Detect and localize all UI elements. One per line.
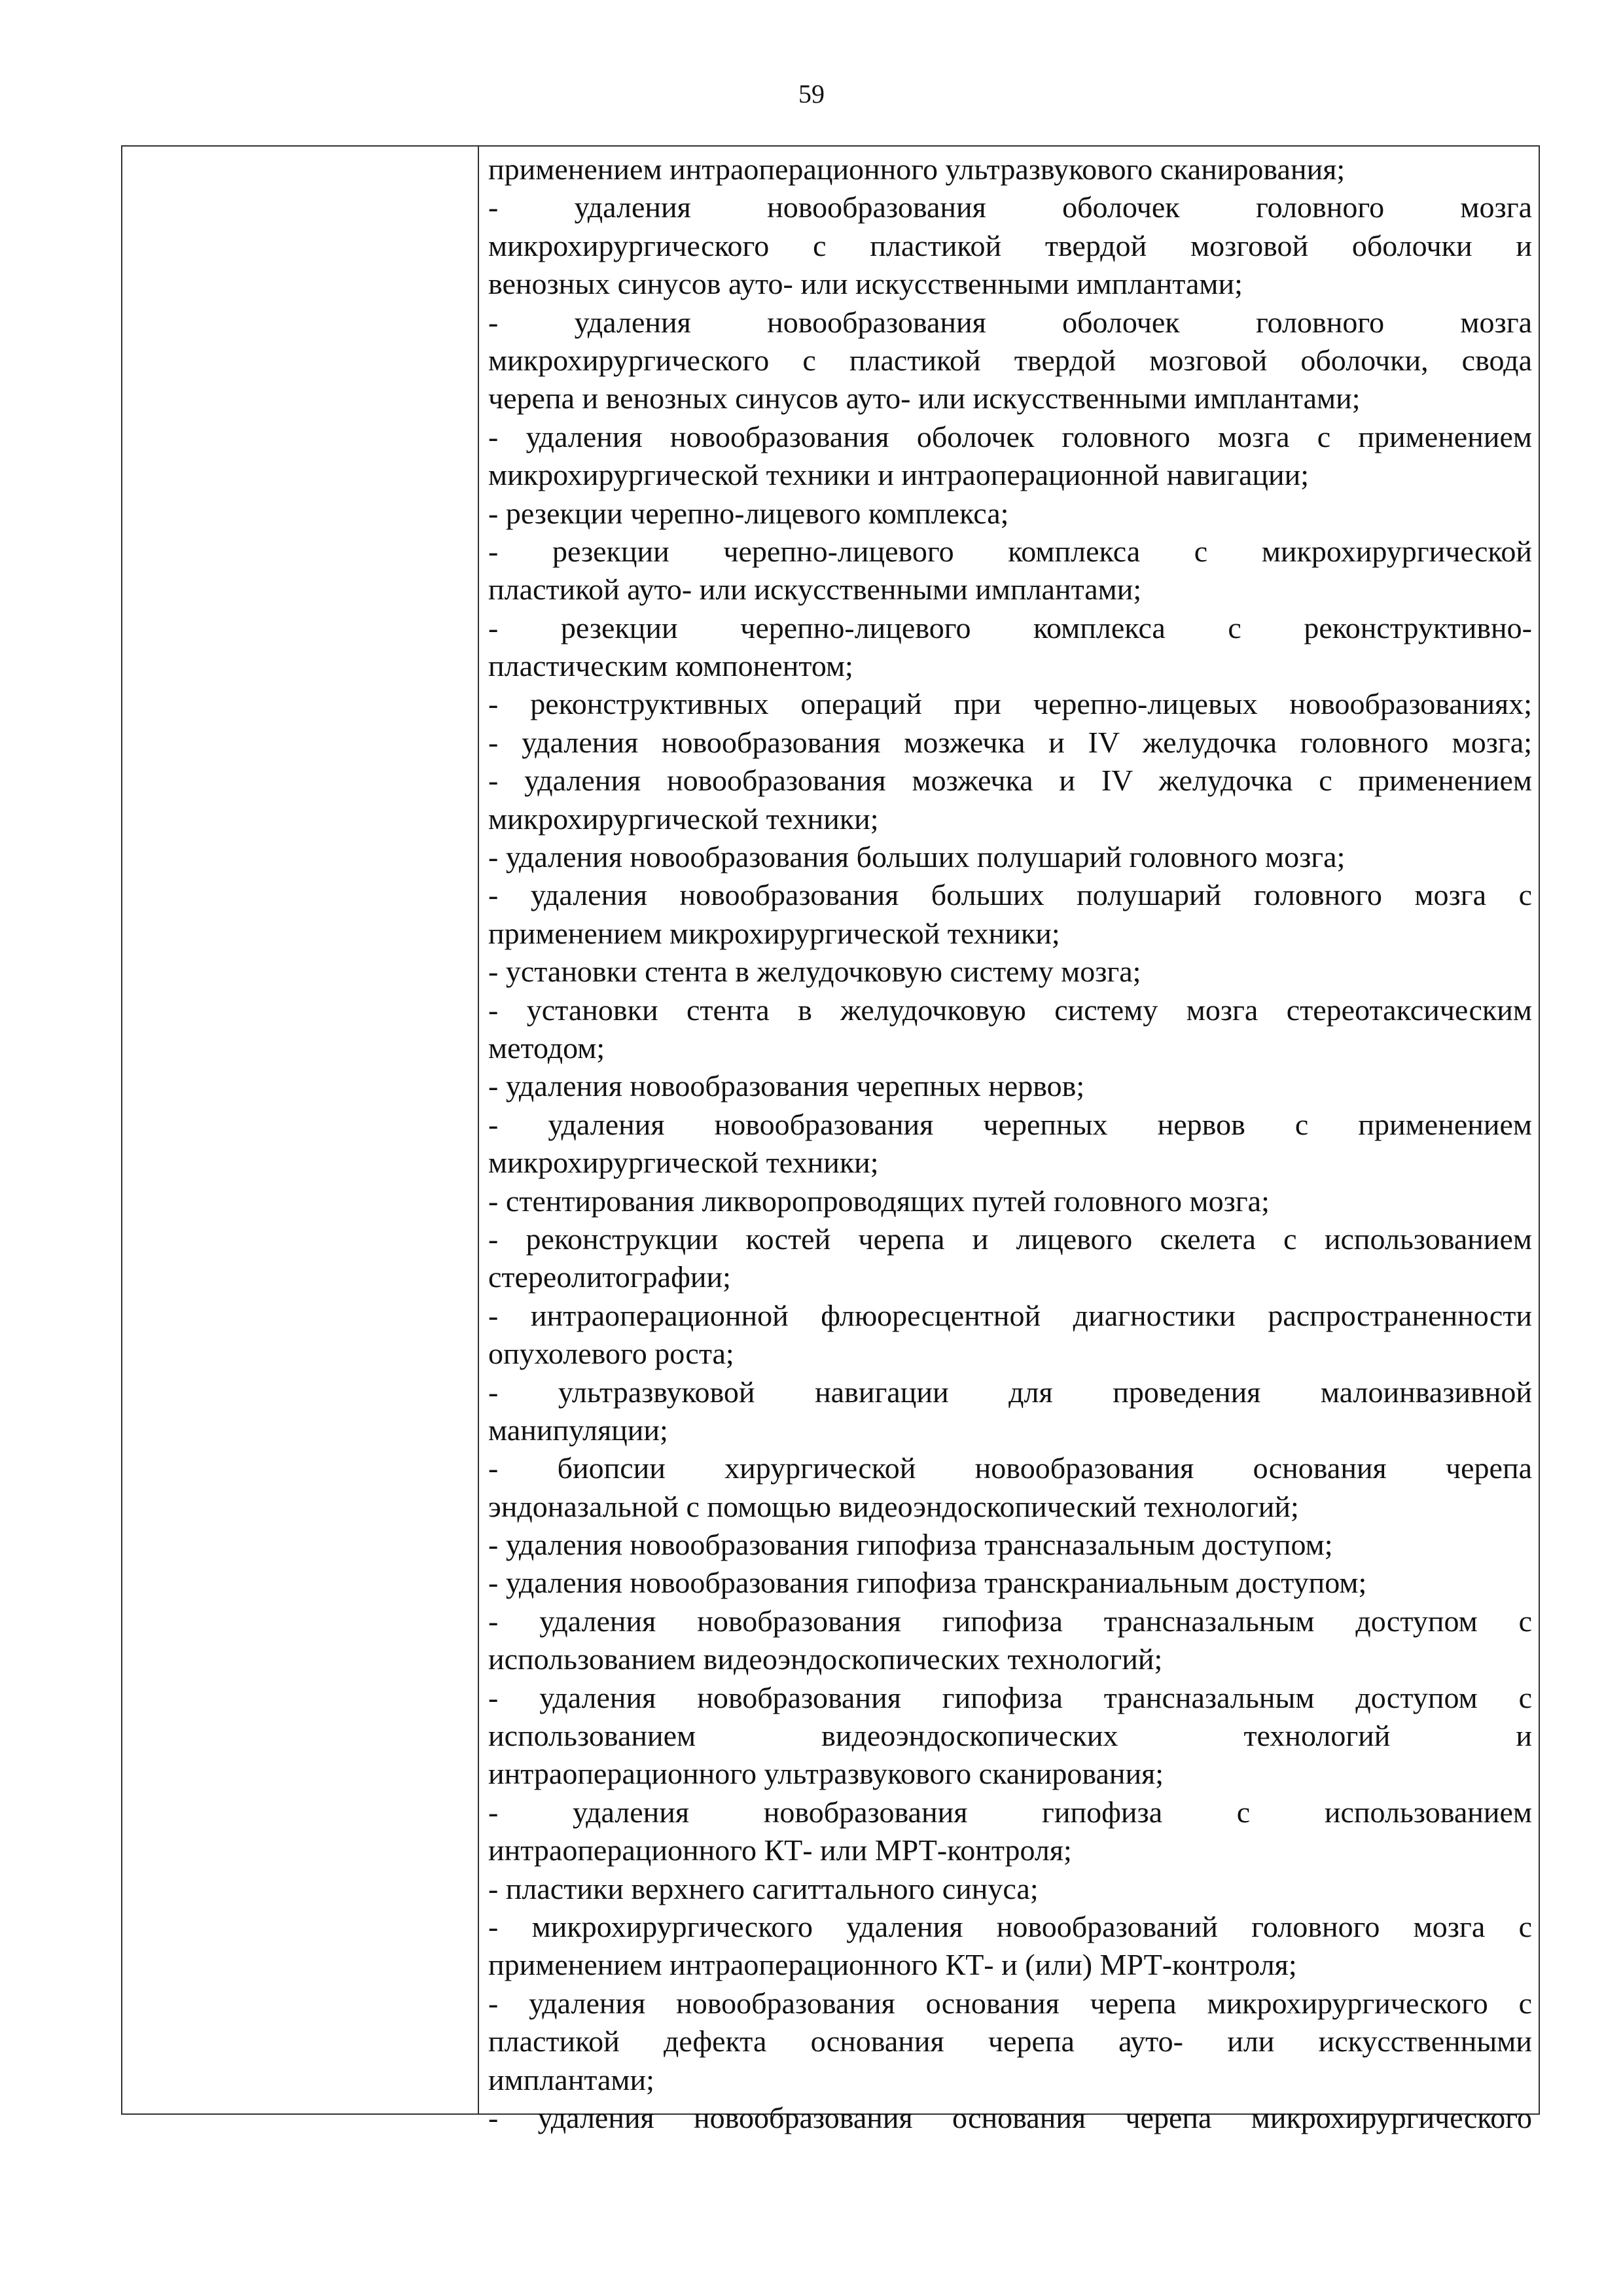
text-line: применением интраоперационного КТ- и (или) МРТ-контроля; [488,1948,1297,1982]
text-line: микрохирургической техники; [488,802,879,836]
text-line: - реконструктивных операций при черепно-лицевых новообразованиях; [488,687,1532,721]
text-line: - удаления новообразования больших полушарий головного мозга с [488,878,1532,912]
table-left-column [122,147,479,2113]
text-line: - удаления новообразования черепных нервов с применением [488,1107,1532,1141]
text-line: - установки стента в желудочковую систему мозга стереотаксическим [488,993,1532,1027]
text-line: - интраоперационной флюоресцентной диагностики распространенности [488,1298,1532,1332]
text-line: - стентирования ликворопроводящих путей головного мозга; [488,1184,1270,1218]
text-line: - удаления новообразования основания черепа микрохирургического с [488,1986,1532,2020]
text-line: микрохирургического с пластикой твердой мозговой оболочки, свода [488,343,1532,377]
text-line: - резекции черепно-лицевого комплекса с реконструктивно- [488,610,1532,645]
text-line: пластическим компонентом; [488,649,853,683]
text-line: применением интраоперационного ультразвукового сканирования; [488,152,1346,186]
text-line: микрохирургической техники и интраоперационной навигации; [488,458,1310,492]
text-line: - удаления новообразования больших полушарий головного мозга; [488,840,1346,874]
text-line: - удаления новообразования оболочек головного мозга с применением [488,419,1532,453]
text-line: - удаления новообразования гипофиза трансназальным доступом; [488,1528,1333,1562]
text-line: - удаления новообразования черепных нервов; [488,1069,1085,1103]
text-line: - удаления новообразования гипофиза транскраниальным доступом; [488,1566,1367,1600]
text-line: микрохирургического с пластикой твердой мозговой оболочки и [488,228,1532,262]
page-number: 59 [798,79,825,109]
text-line: - удаления новобразования гипофиза трансназальным доступом с [488,1680,1532,1714]
text-line: - установки стента в желудочковую систему мозга; [488,955,1141,989]
text-line: манипуляции; [488,1413,668,1447]
text-line: - резекции черепно-лицевого комплекса; [488,496,1009,530]
text-line: - реконструкции костей черепа и лицевого скелета с использованием [488,1222,1532,1256]
text-line: - микрохирургического удаления новообразований головного мозга с [488,1909,1532,1943]
text-line: опухолевого роста; [488,1337,734,1371]
text-line: микрохирургической техники; [488,1146,879,1180]
text-line: - удаления новобразования гипофиза с использованием [488,1795,1532,1829]
text-line: черепа и венозных синусов ауто- или искусственными имплантами; [488,381,1361,415]
text-line: пластикой дефекта основания черепа ауто- или искусственными [488,2024,1532,2058]
text-line: интраоперационного КТ- или МРТ-контроля; [488,1833,1072,1867]
text-line: имплантами; [488,2062,654,2096]
text-line: - удаления новообразования мозжечка и IV желудочка с применением [488,764,1532,798]
text-line: венозных синусов ауто- или искусственными имплантами; [488,267,1243,301]
text-line: применением микрохирургической техники; [488,916,1060,950]
text-line: эндоназальной с помощью видеоэндоскопический технологий; [488,1489,1299,1523]
text-line: - биопсии хирургической новообразования основания черепа [488,1451,1532,1485]
text-line: - пластики верхнего сагиттального синуса; [488,1871,1039,1905]
text-line: - удаления новообразования оболочек головного мозга [488,190,1532,224]
text-line: - удаления новообразования мозжечка и IV желудочка головного мозга; [488,725,1532,759]
text-line: пластикой ауто- или искусственными имплантами; [488,573,1142,607]
table-right-column [479,147,1539,2134]
text-line: - резекции черепно-лицевого комплекса с микрохирургической [488,534,1532,568]
text-line: использованием видеоэндоскопических технологий и [488,1719,1532,1753]
text-line: - удаления новообразования основания черепа микрохирургического [488,2100,1532,2134]
text-line: - удаления новобразования гипофиза трансназальным доступом с [488,1604,1532,1638]
text-line: методом; [488,1031,605,1065]
text-line: стереолитографии; [488,1260,731,1294]
content-table [121,145,1540,2134]
text-line: - удаления новообразования оболочек головного мозга [488,305,1532,339]
text-line: использованием видеоэндоскопических технологий; [488,1642,1163,1676]
text-line: интраоперационного ультразвукового сканирования; [488,1757,1164,1791]
text-line: - ультразвуковой навигации для проведения малоинвазивной [488,1375,1532,1409]
